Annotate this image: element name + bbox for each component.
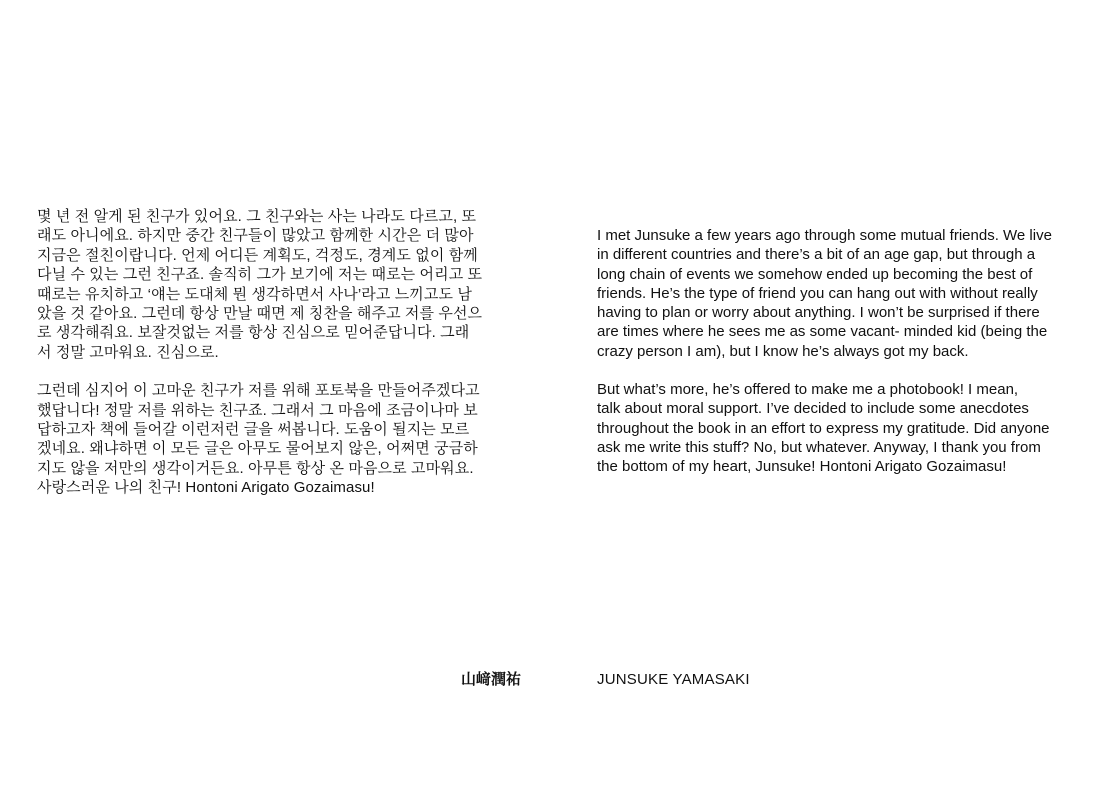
korean-paragraph-2: 그런데 심지어 이 고마운 친구가 저를 위해 포토북을 만들어주겠다고 했답니다! 정말 저를 위하는 친구죠. 그래서 그 마음에 조금이나마 보 답하고자 책에 들어갈 이런저런 글을 써봅니다. 도움이 될지는 모르 겠네요. 왜냐하면 이 모든 글은 아무도 물어보지 않은, 어쩌면 궁금하 지도 않을 저만의 생각이거든요. 아무튼 항상 온 마음으로 고마워요. 사랑스러운 나의 친구! Hontoni Arigato Gozaimasu! [37,382,480,497]
korean-paragraph-1: 몇 년 전 알게 된 친구가 있어요. 그 친구와는 사는 나라도 다르고, 또 래도 아니에요. 하지만 중간 친구들이 많았고 함께한 시간은 더 많아 지금은 절친이랍니다. 언제 어디든 계획도, 걱정도, 경계도 없이 함께 다닐 수 있는 그런 친구죠. 솔직히 그가 보기에 저는 때로는 어리고 또 때로는 유치하고 ‘얘는 도대체 뭔 생각하면서 사나’라고 느끼고도 남 았을 것 같아요. 그런데 항상 만날 때면 제 칭찬을 해주고 저를 우선으 로 생각해줘요. 보잘것없는 저를 항상 진심으로 믿어준답니다. 그래 서 정말 고마워요. 진심으로. [37,208,483,361]
english-paragraph-1: I met Junsuke a few years ago through some mutual friends. We live in different countries and there’s a bit of an age gap, but through a long chain of events we somehow ended up becoming the best of friends. He’s the type of friend you can hang out with without really having to plan or worry about anything. I won’t be surprised if there are times where he sees me as some vacant- minded kid (being the crazy person I am), but I know he’s always got my back. [597,227,1052,360]
korean-text-column [37,207,532,498]
paragraph-spacer [37,362,532,381]
paragraph-spacer [597,361,1097,380]
signature-kanji: 山﨑潤祐 [460,671,521,688]
english-text-column [597,226,1097,477]
signature-latin: JUNSUKE YAMASAKI [597,671,750,688]
english-paragraph-2: But what’s more, he’s offered to make me a photobook! I mean, talk about moral support. I’ve decided to include some anecdotes throughout the book in an effort to express my gratitude. Did anyone ask me write this stuff? No, but whatever. Anyway, I thank you from the bottom of my heart, Junsuke! Hontoni Arigato Gozaimasu! [597,381,1050,476]
